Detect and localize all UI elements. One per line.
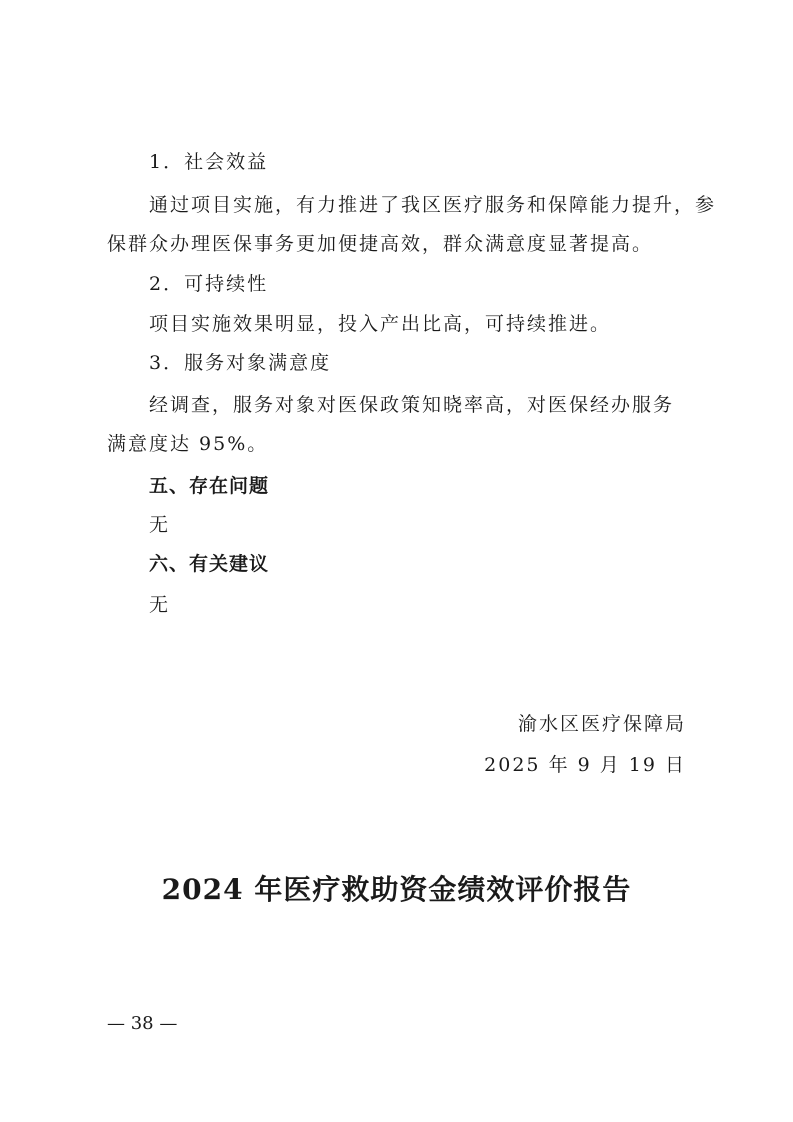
heading-five-body: 无 [149, 514, 171, 536]
next-report-title: 2024 年医疗救助资金绩效评价报告 [161, 873, 632, 906]
heading-six: 六、有关建议 [149, 553, 270, 575]
section-2-paragraph: 项目实施效果明显，投入产出比高，可持续推进。 [149, 313, 612, 335]
signature-date: 2025 年 9 月 19 日 [484, 754, 686, 776]
page-number: — 38 — [107, 1013, 178, 1034]
section-3-paragraph-line-1: 经调查，服务对象对医保政策知晓率高，对医保经办服务 [149, 394, 675, 416]
heading-five: 五、存在问题 [149, 475, 270, 497]
section-3-paragraph-line-2: 满意度达 95%。 [107, 433, 269, 455]
section-3-heading: 3．服务对象满意度 [149, 352, 332, 374]
section-2-heading: 2．可持续性 [149, 273, 269, 295]
section-1-heading: 1．社会效益 [149, 151, 269, 173]
signature-organization: 渝水区医疗保障局 [517, 713, 686, 735]
heading-six-body: 无 [149, 594, 171, 616]
section-1-paragraph-line-2: 保群众办理医保事务更加便捷高效，群众满意度显著提高。 [107, 233, 654, 255]
section-1-paragraph-line-1: 通过项目实施，有力推进了我区医疗服务和保障能力提升，参 [149, 194, 717, 216]
